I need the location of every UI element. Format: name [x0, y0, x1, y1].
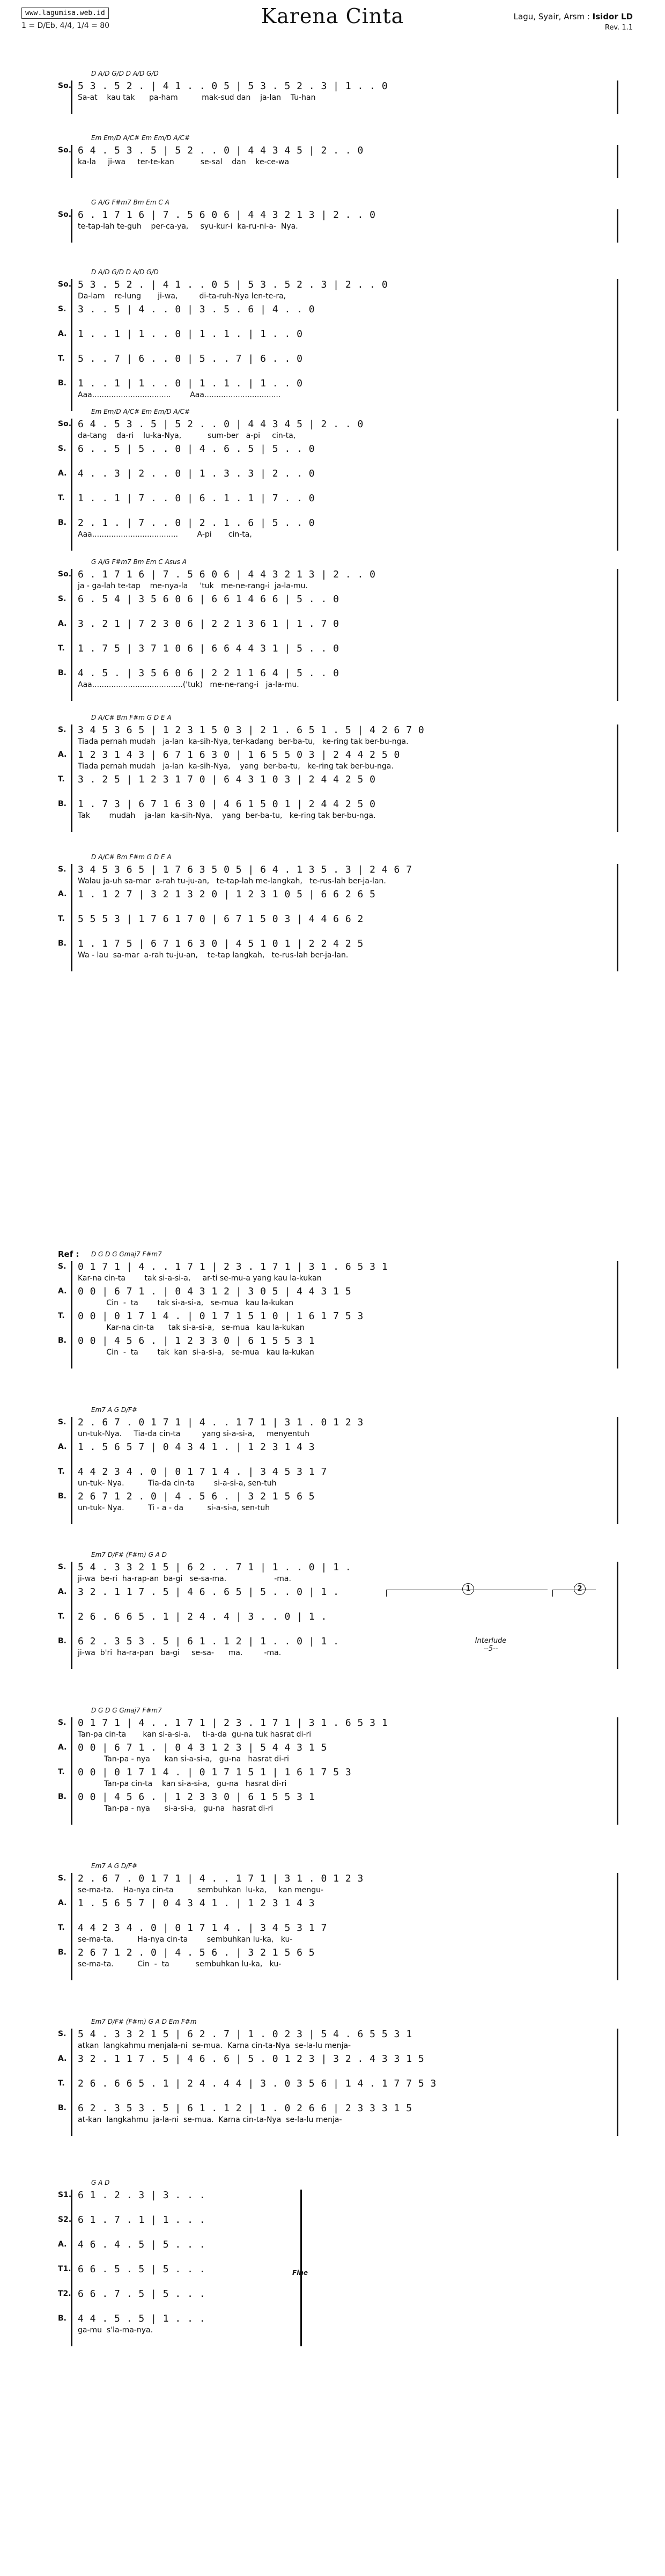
lyric-line: Tiada pernah mudah ja-lan ka-sih-Nya, ter-kadang ber-ba-tu, ke-ring tak ber-bu-nga. [78, 737, 409, 746]
notation-line: 0 0 | 0 1 7 1 4 . | 0 1 7 1 5 1 | 1 6 1 7 5 3 [78, 1767, 352, 1778]
notation-line: 3 4 5 3 6 5 | 1 7 6 3 5 0 5 | 6 4 . 1 3 5 . 3 | 2 4 6 7 [78, 864, 412, 875]
notation-line: 5 5 5 3 | 1 7 6 1 7 0 | 6 7 1 5 0 3 | 4 4 6 6 2 [78, 913, 364, 925]
voice-label: So. [58, 146, 72, 155]
notation-line: 1 . 7 5 | 3 7 1 0 6 | 6 6 4 4 3 1 | 5 . . 0 [78, 643, 339, 654]
lyric-line: Walau ja-uh sa-mar a-rah tu-ju-an, te-tap-lah me-langkah, te-rus-lah ber-ja-lan. [78, 877, 386, 885]
notation-line: 4 4 2 3 4 . 0 | 0 1 7 1 4 . | 3 4 5 3 1 7 [78, 1922, 327, 1934]
notation-line: 4 . 5 . | 3 5 6 0 6 | 2 2 1 1 6 4 | 5 . . 0 [78, 668, 339, 679]
voice-label: A. [58, 2054, 67, 2063]
voice-row [0, 1311, 665, 1332]
lyric-line: se-ma-ta. Ha-nya cin-ta sembuhkan lu-ka, kan mengu- [78, 1886, 324, 1894]
interlude-marker [450, 1637, 531, 1653]
voice-label: T. [58, 2079, 65, 2088]
system-14 [0, 2018, 665, 2127]
system-11 [0, 1551, 665, 1660]
voice-row [0, 2103, 665, 2124]
notation-line: 2 . 6 7 . 0 1 7 1 | 4 . . 1 7 1 | 3 1 . 0 1 2 3 [78, 1417, 364, 1428]
notation-line: 5 4 . 3 3 2 1 5 | 6 2 . . 7 1 | 1 . . 0 | 1 . [78, 1562, 352, 1573]
notation-line: 3 . 2 5 | 1 2 3 1 7 0 | 6 4 3 1 0 3 | 2 4 4 2 5 0 [78, 774, 376, 785]
notation-line: 2 6 . 6 6 5 . 1 | 2 4 . 4 4 | 3 . 0 3 5 6 | 1 4 . 1 7 7 5 3 [78, 2078, 437, 2089]
voice-label: A. [58, 750, 67, 759]
voice-row [0, 2053, 665, 2069]
system-1 [0, 70, 665, 105]
voice-label: S. [58, 1262, 66, 1271]
chord-symbols: D G D G Gmaj7 F#m7 [91, 1707, 162, 1714]
voice-row [0, 2239, 665, 2255]
notation-line: 4 . . 3 | 2 . . 0 | 1 . 3 . 3 | 2 . . 0 [78, 468, 315, 479]
voice-label: T. [58, 1467, 65, 1476]
voice-row [0, 1717, 665, 1739]
lyric-line: Sa-at kau tak pa-ham mak-sud dan ja-lan Tu-han [78, 93, 316, 102]
voice-row [0, 618, 665, 634]
lyric-line: Wa - lau sa-mar a-rah tu-ju-an, te-tap langkah, te-rus-lah ber-ja-lan. [78, 951, 349, 960]
chord-symbols: Em Em/D A/C# Em Em/D A/C# [91, 408, 190, 415]
chord-symbols: G A/G F#m7 Bm Em C Asus A [91, 558, 187, 566]
notation-line: 6 2 . 3 5 3 . 5 | 6 1 . 1 2 | 1 . 0 2 6 6 | 2 3 3 3 1 5 [78, 2103, 412, 2114]
system-9 [0, 1250, 665, 1360]
lyric-line: ga-mu s'la-ma-nya. [78, 2326, 153, 2334]
voice-label: S. [58, 865, 66, 874]
chord-symbols: D A/D G/D D A/D G/D [91, 268, 159, 276]
voice-row [0, 938, 665, 960]
voice-label: S1. [58, 2191, 72, 2199]
voice-row [0, 279, 665, 301]
lyric-line: se-ma-ta. Cin - ta sembuhkan lu-ka, ku- [78, 1960, 282, 1968]
lyric-line: at-kan langkahmu ja-la-ni se-mua. Karna cin-ta-Nya se-la-lu menja- [78, 2116, 342, 2124]
lyric-line: Aaa.................................... A-pi cin-ta, [78, 530, 252, 539]
voice-label: So. [58, 420, 72, 428]
website-label[interactable]: www.lagumisa.web.id [21, 8, 109, 19]
notation-line: 2 6 7 1 2 . 0 | 4 . 5 6 . | 3 2 1 5 6 5 [78, 1491, 315, 1502]
voice-row [0, 304, 665, 320]
notation-line: 6 6 . 7 . 5 | 5 . . . [78, 2288, 206, 2300]
voice-label: B. [58, 1948, 66, 1957]
voice-label: So. [58, 210, 72, 219]
voice-label: S. [58, 444, 66, 453]
voice-row [0, 594, 665, 610]
lyric-line: ja - ga-lah te-tap me-nya-la 'tuk me-ne-rang-i ja-la-mu. [78, 582, 308, 590]
notation-line: 5 . . 7 | 6 . . 0 | 5 . . 7 | 6 . . 0 [78, 353, 303, 364]
voice-label: So. [58, 280, 72, 289]
voice-row [0, 1417, 665, 1438]
voice-label: T. [58, 354, 65, 363]
voice-label: B. [58, 1492, 66, 1501]
volta-2-marker: 2 [574, 1583, 586, 1595]
chord-symbols: D G D G Gmaj7 F#m7 [91, 1250, 162, 1258]
revision-label: Rev. 1.1 [604, 24, 633, 32]
notation-line: 2 6 . 6 6 5 . 1 | 2 4 . 4 | 3 . . 0 | 1 . [78, 1611, 327, 1622]
notation-line: 1 . 5 6 5 7 | 0 4 3 4 1 . | 1 2 3 1 4 3 [78, 1441, 315, 1453]
voice-label: S. [58, 2030, 66, 2038]
notation-line: 3 2 . 1 1 7 . 5 | 4 6 . 6 5 | 5 . . 0 | 1 . [78, 1586, 339, 1598]
chord-symbols: D A/C# Bm F#m G D E A [91, 853, 172, 861]
fine-marker: Fine [292, 2269, 308, 2277]
voice-label: A. [58, 1443, 67, 1451]
lyric-line: ji-wa b'ri ha-ra-pan ba-gi se-sa- ma. -ma. [78, 1649, 282, 1657]
lyric-line: ka-la ji-wa ter-te-kan se-sal dan ke-ce-wa [78, 158, 290, 166]
voice-row [0, 1947, 665, 1968]
voice-label: B. [58, 1336, 66, 1345]
lyric-line: Tan-pa - nya kan si-a-si-a, gu-na hasrat di-ri [78, 1755, 289, 1763]
notation-line: 1 . . 1 | 7 . . 0 | 6 . 1 . 1 | 7 . . 0 [78, 493, 315, 504]
voice-label: S. [58, 1563, 66, 1571]
notation-line: 0 0 | 6 7 1 . | 0 4 3 1 2 3 | 5 4 4 3 1 5 [78, 1742, 327, 1753]
notation-line: 3 . . 5 | 4 . . 0 | 3 . 5 . 6 | 4 . . 0 [78, 304, 315, 315]
lyric-line: Cin - ta tak si-a-si-a, se-mua kau la-kukan [78, 1299, 294, 1307]
lyric-line: ji-wa be-ri ha-rap-an ba-gi se-sa-ma. -ma. [78, 1575, 291, 1583]
lyric-line: un-tuk-Nya. Tia-da cin-ta yang si-a-si-a, menyentuh [78, 1430, 310, 1438]
notation-line: 6 6 . 5 . 5 | 5 . . . [78, 2264, 206, 2275]
voice-row [0, 1873, 665, 1894]
volta-1-marker: 1 [462, 1583, 474, 1595]
voice-row [0, 1611, 665, 1627]
voice-row [0, 1466, 665, 1488]
notation-line: 4 4 2 3 4 . 0 | 0 1 7 1 4 . | 3 4 5 3 1 7 [78, 1466, 327, 1477]
voice-label: S. [58, 1418, 66, 1426]
voice-row [0, 517, 665, 539]
chord-symbols: G A D [91, 2179, 110, 2186]
voice-label: T. [58, 1923, 65, 1932]
voice-row [0, 913, 665, 930]
notation-line: 0 0 | 0 1 7 1 4 . | 0 1 7 1 5 1 0 | 1 6 1 7 5 3 [78, 1311, 364, 1322]
lyric-line: Aaa................................. Aaa................................ [78, 391, 281, 399]
credit-prefix: Lagu, Syair, Arsm : [513, 12, 593, 21]
lyric-line: Tan-pa cin-ta kan si-a-si-a, gu-na hasrat di-ri [78, 1780, 287, 1788]
lyric-line: atkan langkahmu menjala-ni se-mua. Karna cin-ta-Nya se-la-lu menja- [78, 2041, 351, 2050]
lyric-line: Kar-na cin-ta tak si-a-si-a, se-mua kau la-kukan [78, 1323, 305, 1332]
chord-symbols: Em Em/D A/C# Em Em/D A/C# [91, 134, 190, 142]
composer-name: Isidor LD [592, 12, 633, 21]
system-6 [0, 558, 665, 692]
voice-label: B. [58, 518, 66, 527]
notation-line: 3 2 . 1 1 7 . 5 | 4 6 . 6 | 5 . 0 1 2 3 | 3 2 . 4 3 3 1 5 [78, 2053, 425, 2065]
notation-line: 3 4 5 3 6 5 | 1 2 3 1 5 0 3 | 2 1 . 6 5 1 . 5 | 4 2 6 7 0 [78, 724, 425, 736]
voice-row [0, 643, 665, 659]
voice-label: T. [58, 914, 65, 923]
system-15 [0, 2179, 665, 2338]
voice-label: T. [58, 1612, 65, 1621]
notation-line: 6 1 . 2 . 3 | 3 . . . [78, 2190, 206, 2201]
voice-label: S2. [58, 2215, 72, 2224]
voice-label: B. [58, 800, 66, 808]
voice-row [0, 2190, 665, 2206]
system-10 [0, 1406, 665, 1516]
notation-line: 4 6 . 4 . 5 | 5 . . . [78, 2239, 206, 2250]
system-8 [0, 853, 665, 963]
lyric-line: Tan-pa - nya si-a-si-a, gu-na hasrat di-ri [78, 1804, 274, 1813]
notation-line: 5 3 . 5 2 . | 4 1 . . 0 5 | 5 3 . 5 2 . 3 | 1 . . 0 [78, 80, 388, 92]
voice-row [0, 493, 665, 509]
system-3 [0, 199, 665, 234]
notation-line: 0 0 | 6 7 1 . | 0 4 3 1 2 | 3 0 5 | 4 4 3 1 5 [78, 1286, 352, 1297]
voice-row [0, 468, 665, 484]
notation-line: 2 6 7 1 2 . 0 | 4 . 5 6 . | 3 2 1 5 6 5 [78, 1947, 315, 1958]
voice-row [0, 749, 665, 771]
voice-row [0, 145, 665, 166]
voice-label: S. [58, 595, 66, 603]
voice-label: B. [58, 2314, 66, 2323]
voice-row [0, 1335, 665, 1357]
chord-symbols: D A/C# Bm F#m G D E A [91, 714, 172, 721]
voice-row [0, 724, 665, 746]
interlude-label: Interlude [475, 1637, 507, 1645]
voice-label: T. [58, 1312, 65, 1320]
lyric-line: Da-lam re-lung ji-wa, di-ta-ruh-Nya len-te-ra, [78, 292, 286, 301]
lyric-line: Kar-na cin-ta tak si-a-si-a, ar-ti se-mu-a yang kau la-kukan [78, 1274, 322, 1283]
lyric-line: Tiada pernah mudah ja-lan ka-sih-Nya, yang ber-ba-tu, ke-ring tak ber-bu-nga. [78, 762, 394, 771]
system-2 [0, 134, 665, 170]
lyric-line: un-tuk- Nya. Tia-da cin-ta si-a-si-a, sen-tuh [78, 1479, 277, 1488]
voice-row [0, 328, 665, 345]
voice-label: T. [58, 644, 65, 653]
song-title: Karena Cinta [261, 4, 404, 28]
notation-line: 6 1 . 7 . 1 | 1 . . . [78, 2214, 206, 2226]
voice-row [0, 2264, 665, 2280]
voice-label: B. [58, 669, 66, 677]
chord-symbols: D A/D G/D D A/D G/D [91, 70, 159, 77]
key-tempo-info: 1 = D/Eb, 4/4, 1/4 = 80 [21, 21, 110, 30]
notation-line: 5 4 . 3 3 2 1 5 | 6 2 . 7 | 1 . 0 2 3 | 5 4 . 6 5 5 3 1 [78, 2029, 412, 2040]
voice-label: A. [58, 1743, 67, 1752]
chord-symbols: G A/G F#m7 Bm Em C A [91, 199, 169, 206]
voice-row [0, 774, 665, 790]
voice-label: S. [58, 1874, 66, 1883]
notation-line: 0 0 | 4 5 6 . | 1 2 3 3 0 | 6 1 5 5 3 1 [78, 1791, 315, 1803]
voice-row [0, 1636, 665, 1657]
voice-row [0, 419, 665, 440]
chord-symbols: Em7 D/F# (F#m) G A D Em F#m [91, 2018, 197, 2025]
notation-line: 3 . 2 1 | 7 2 3 0 6 | 2 2 1 3 6 1 | 1 . 7 0 [78, 618, 339, 630]
voice-label: A. [58, 469, 67, 478]
voice-row [0, 2214, 665, 2230]
lyric-line: Cin - ta tak kan si-a-si-a, se-mua kau la-kukan [78, 1348, 314, 1357]
voice-row [0, 378, 665, 399]
voice-row [0, 2029, 665, 2050]
voice-row [0, 1441, 665, 1458]
system-4 [0, 268, 665, 402]
notation-line: 1 2 3 1 4 3 | 6 7 1 6 3 0 | 1 6 5 5 0 3 | 2 4 4 2 5 0 [78, 749, 400, 760]
voice-label: S. [58, 1718, 66, 1727]
notation-line: 2 . 6 7 . 0 1 7 1 | 4 . . 1 7 1 | 3 1 . 0 1 2 3 [78, 1873, 364, 1884]
voice-label: T. [58, 494, 65, 502]
notation-line: 6 4 . 5 3 . 5 | 5 2 . . 0 | 4 4 3 4 5 | 2 . . 0 [78, 419, 364, 430]
lyric-line: se-ma-ta. Ha-nya cin-ta sembuhkan lu-ka, ku- [78, 1935, 293, 1944]
voice-row [0, 1286, 665, 1307]
notation-line: 4 4 . 5 . 5 | 1 . . . [78, 2313, 206, 2324]
notation-line: 1 . 1 7 5 | 6 7 1 6 3 0 | 4 5 1 0 1 | 2 2 4 2 5 [78, 938, 364, 949]
voice-row [0, 1922, 665, 1944]
voice-label: So. [58, 570, 72, 579]
lyric-line: te-tap-lah te-guh per-ca-ya, syu-kur-i ka-ru-ni-a- Nya. [78, 222, 298, 231]
system-13 [0, 1862, 665, 1972]
voice-row [0, 353, 665, 369]
voice-row [0, 1742, 665, 1763]
refrain-label: Ref : [58, 1249, 79, 1259]
voice-label: A. [58, 619, 67, 628]
voice-label: So. [58, 82, 72, 90]
notation-line: 6 . 5 4 | 3 5 6 0 6 | 6 6 1 4 6 6 | 5 . . 0 [78, 594, 339, 605]
lyric-line: da-tang da-ri lu-ka-Nya, sum-ber a-pi cin-ta, [78, 431, 296, 440]
notation-line: 6 . 1 7 1 6 | 7 . 5 6 0 6 | 4 4 3 2 1 3 | 2 . . 0 [78, 209, 376, 221]
voice-label: B. [58, 2104, 66, 2112]
voice-row [0, 889, 665, 905]
lyric-line: Aaa......................................('tuk) me-ne-rang-i ja-la-mu. [78, 680, 299, 689]
notation-line: 0 0 | 4 5 6 . | 1 2 3 3 0 | 6 1 5 5 3 1 [78, 1335, 315, 1346]
voice-label: T. [58, 775, 65, 784]
voice-label: B. [58, 1792, 66, 1801]
voice-row [0, 2078, 665, 2094]
notation-line: 1 . 5 6 5 7 | 0 4 3 4 1 . | 1 2 3 1 4 3 [78, 1898, 315, 1909]
voice-row [0, 569, 665, 590]
voice-label: S. [58, 305, 66, 313]
notation-line: 5 3 . 5 2 . | 4 1 . . 0 5 | 5 3 . 5 2 . 3 | 2 . . 0 [78, 279, 388, 290]
voice-label: T1. [58, 2265, 71, 2273]
voice-label: B. [58, 939, 66, 948]
voice-label: A. [58, 1899, 67, 1907]
voice-label: T. [58, 1768, 65, 1776]
notation-line: 6 . 1 7 1 6 | 7 . 5 6 0 6 | 4 4 3 2 1 3 | 2 . . 0 [78, 569, 376, 580]
voice-row [0, 1767, 665, 1788]
voice-row [0, 1261, 665, 1283]
notation-line: 0 1 7 1 | 4 . . 1 7 1 | 2 3 . 1 7 1 | 3 1 . 6 5 3 1 [78, 1261, 388, 1272]
composer-credit [514, 12, 633, 21]
voice-label: A. [58, 1287, 67, 1296]
voice-label: T2. [58, 2289, 71, 2298]
voice-row [0, 2288, 665, 2304]
notation-line: 1 . . 1 | 1 . . 0 | 1 . 1 . | 1 . . 0 [78, 378, 303, 389]
voice-label: B. [58, 379, 66, 387]
voice-row [0, 799, 665, 820]
voice-row [0, 668, 665, 689]
voice-row [0, 1491, 665, 1512]
voice-row [0, 443, 665, 459]
chord-symbols: Em7 A G D/F# [91, 1406, 138, 1414]
voice-label: A. [58, 2240, 67, 2249]
system-12 [0, 1707, 665, 1816]
interlude-sub: --5-- [483, 1645, 498, 1653]
chord-symbols: Em7 A G D/F# [91, 1862, 138, 1870]
notation-line: 0 1 7 1 | 4 . . 1 7 1 | 2 3 . 1 7 1 | 3 1 . 6 5 3 1 [78, 1717, 388, 1729]
notation-line: 2 . 1 . | 7 . . 0 | 2 . 1 . 6 | 5 . . 0 [78, 517, 315, 529]
notation-line: 1 . . 1 | 1 . . 0 | 1 . 1 . | 1 . . 0 [78, 328, 303, 340]
voice-label: A. [58, 890, 67, 898]
voice-label: S. [58, 726, 66, 734]
voice-row [0, 209, 665, 231]
voice-label: A. [58, 330, 67, 338]
voice-row [0, 1898, 665, 1914]
lyric-line: un-tuk- Nya. Ti - a - da si-a-si-a, sen-tuh [78, 1504, 270, 1512]
notation-line: 1 . 7 3 | 6 7 1 6 3 0 | 4 6 1 5 0 1 | 2 4 4 2 5 0 [78, 799, 376, 810]
notation-line: 6 . . 5 | 5 . . 0 | 4 . 6 . 5 | 5 . . 0 [78, 443, 315, 455]
voice-row [0, 1562, 665, 1583]
voice-row [0, 864, 665, 885]
system-7 [0, 714, 665, 823]
voice-row [0, 1791, 665, 1813]
voice-row [0, 80, 665, 102]
notation-line: 6 2 . 3 5 3 . 5 | 6 1 . 1 2 | 1 . . 0 | 1 . [78, 1636, 339, 1647]
notation-line: 6 4 . 5 3 . 5 | 5 2 . . 0 | 4 4 3 4 5 | 2 . . 0 [78, 145, 364, 156]
voice-label: A. [58, 1587, 67, 1596]
voice-label: B. [58, 1637, 66, 1645]
lyric-line: Tan-pa cin-ta kan si-a-si-a, ti-a-da gu-na tuk hasrat di-ri [78, 1730, 312, 1739]
system-5 [0, 408, 665, 542]
notation-line: 1 . 1 2 7 | 3 2 1 3 2 0 | 1 2 3 1 0 5 | 6 6 2 6 5 [78, 889, 376, 900]
voice-row [0, 2313, 665, 2334]
chord-symbols: Em7 D/F# (F#m) G A D [91, 1551, 167, 1558]
lyric-line: Tak mudah ja-lan ka-sih-Nya, yang ber-ba-tu, ke-ring tak ber-bu-nga. [78, 811, 376, 820]
